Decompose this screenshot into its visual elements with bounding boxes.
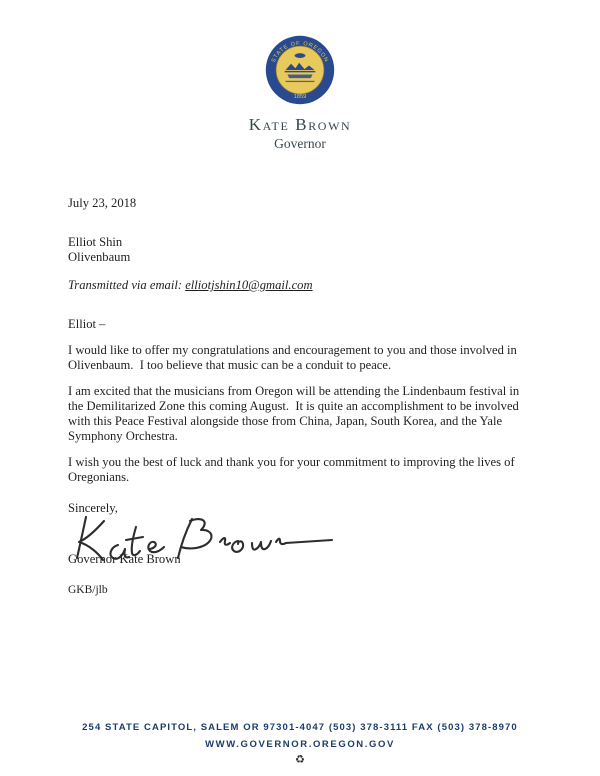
letterhead-governor-title: Governor (274, 136, 326, 151)
salutation: Elliot – (68, 317, 106, 331)
body-paragraph: I would like to offer my congratulations and encouragement to you and those involved in Olivenbaum. I too believe that music can be a conduit to peace. (68, 343, 520, 372)
transmittal-label: Transmitted via email: (68, 278, 186, 292)
letterhead-footer (0, 722, 600, 766)
letterhead-governor-name: Kate Brown (248, 115, 352, 134)
signer-name: Governor Kate Brown (68, 552, 181, 566)
closing: Sincerely, (68, 501, 118, 515)
recipient-name: Elliot Shin (68, 235, 123, 249)
transmittal-email-link[interactable]: elliotjshin10@gmail.com (185, 278, 313, 292)
recipient-block (68, 235, 530, 264)
oregon-state-seal-icon (264, 34, 336, 106)
recycle-icon: ♻ (295, 753, 305, 766)
letter-date: July 23, 2018 (68, 196, 137, 210)
body-paragraph: I wish you the best of luck and thank you for your commitment to improving the lives of Oregonians. (68, 455, 518, 484)
recipient-organization: Olivenbaum (68, 249, 131, 264)
footer-website: WWW.GOVERNOR.OREGON.GOV (205, 739, 395, 750)
footer-address: 254 STATE CAPITOL, SALEM OR 97301-4047 (503) 378-3111 FAX (503) 378-8970 (82, 722, 518, 733)
reference-initials: GKB/jlb (68, 584, 108, 596)
transmittal-line (68, 278, 530, 293)
body-paragraph: I am excited that the musicians from Oregon will be attending the Lindenbaum festival in the Demilitarized Zone this coming August. It is quite an accomplishment to be involved with this Peace Festival alongside those from China, Japan, South Korea, and the Yale Symphony Orchestra. (68, 384, 523, 443)
letter-body (68, 196, 530, 598)
seal-year: 1859 (293, 93, 307, 100)
seal-arc-text: STATE OF OREGON (270, 40, 330, 64)
letterhead (0, 0, 600, 152)
